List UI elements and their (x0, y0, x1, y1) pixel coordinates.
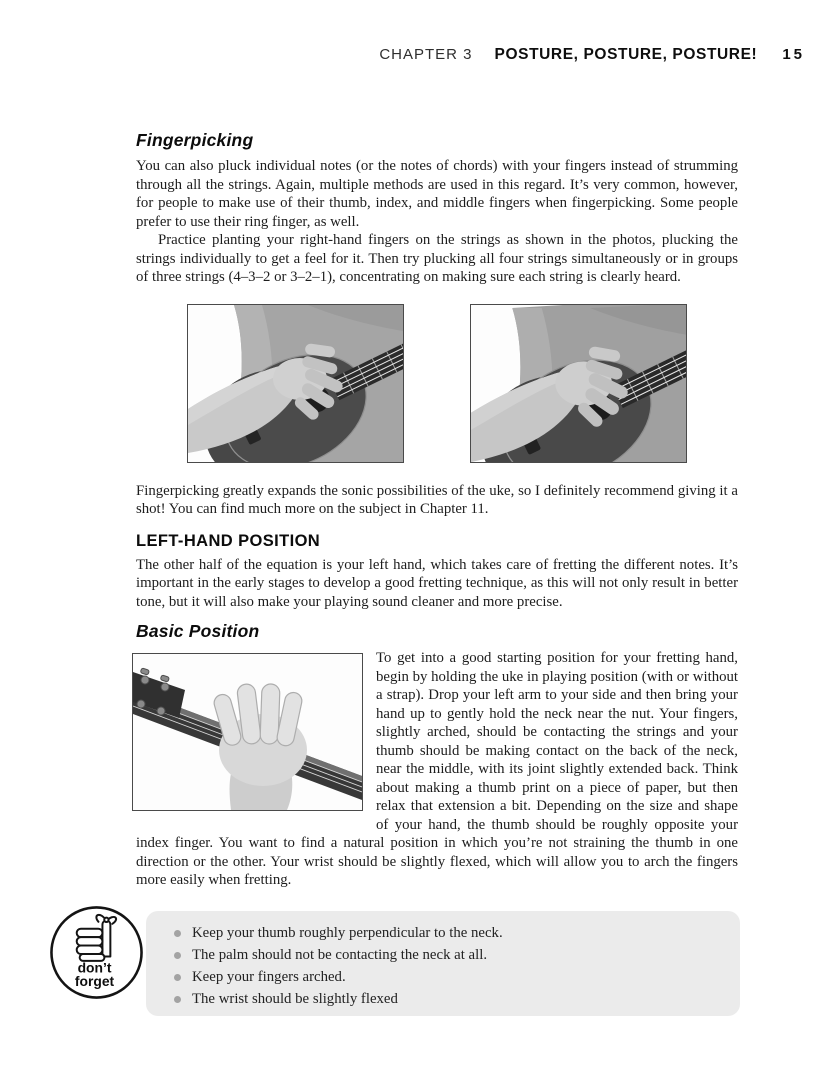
tip-text: The wrist should be slightly flexed (192, 991, 398, 1007)
fingerpicking-photo-1 (187, 304, 404, 463)
bullet-icon (174, 930, 181, 937)
tip-item (174, 924, 720, 943)
bullet-icon (174, 952, 181, 959)
basic-position-photo (132, 653, 363, 811)
page-number: 15 (782, 46, 805, 63)
section-heading-left-hand-position: LEFT-HAND POSITION (136, 531, 321, 550)
bullet-icon (174, 996, 181, 1003)
section-heading-fingerpicking: Fingerpicking (136, 130, 254, 150)
dont-forget-note-box (146, 911, 740, 1016)
tip-item (174, 990, 720, 1009)
fingerpicking-paragraph-2: Practice planting your right-hand fingers on the strings as shown in the photos, plucking the strings individually to get a feel for it. Then try plucking all four strings simultaneously or in groups of three strings (4–3–2 or 3–2–1), concentrating on making sure each string is clearly heard. (136, 232, 738, 285)
badge-text-line-2: forget (74, 973, 115, 990)
dont-forget-badge (47, 903, 146, 1002)
ukulele-fingerpicking-illustration (471, 305, 686, 462)
tip-text: Keep your fingers arched. (192, 969, 346, 985)
bullet-icon (174, 974, 181, 981)
ukulele-fingerpicking-illustration (188, 305, 403, 462)
chapter-title: POSTURE, POSTURE, POSTURE! (494, 46, 758, 63)
basic-position-paragraph (136, 649, 738, 890)
fingerpicking-photo-2 (470, 304, 687, 463)
page-header (379, 46, 805, 64)
tip-text: The palm should not be contacting the neck at all. (192, 947, 488, 963)
tips-list (174, 924, 720, 1009)
page-content (136, 130, 738, 890)
string-on-finger-icon (47, 903, 146, 1002)
fingerpicking-paragraph-3: Fingerpicking greatly expands the sonic possibilities of the uke, so I definitely recommend giving it a shot! You can find much more on the subject in Chapter 11. (136, 482, 738, 517)
tip-text: Keep your thumb roughly perpendicular to the neck. (192, 925, 503, 941)
fingerpicking-paragraph-1: You can also pluck individual notes (or the notes of chords) with your fingers instead of strumming through all the strings. Again, multiple methods are used in this regard. It’s very common, however, for people to make use of their thumb, index, and middle fingers when fingerpicking. Some people prefer to use their ring finger, as well. (136, 158, 738, 230)
section-heading-basic-position: Basic Position (136, 621, 260, 641)
fingerpicking-photos (136, 304, 738, 463)
chapter-label: CHAPTER 3 (379, 46, 473, 63)
tip-item (174, 968, 720, 987)
badge-text-line-1: don’t (77, 959, 112, 976)
left-hand-paragraph: The other half of the equation is your left hand, which takes care of fretting the different notes. It’s important in the early stages to develop a good fretting technique, as this will not only result in better tone, but it will also make your playing sound cleaner and more precise. (136, 556, 738, 610)
tip-item (174, 946, 720, 965)
basic-position-text: To get into a good starting position for your fretting hand, begin by holding the uke in playing position (with or without a strap). Drop your left arm to your side and then bring your hand up to gently hold the neck near the nut. Your fingers, slightly arched, should be contacting the strings and your thumb should be making contact on the back of the neck, near the middle, with its joint slightly extended back. Think about making a thumb print on a piece of paper, but then relax that extension a bit. Depending on the size and shape of your hand, the thumb should be roughly opposite your index finger. You want to find a natural position in which you’re not straining the thumb in one direction or the other. Your wrist should be slightly flexed, which will allow you to arch the fingers more easily when fretting. (136, 650, 738, 888)
fretting-hand-illustration (133, 654, 362, 810)
